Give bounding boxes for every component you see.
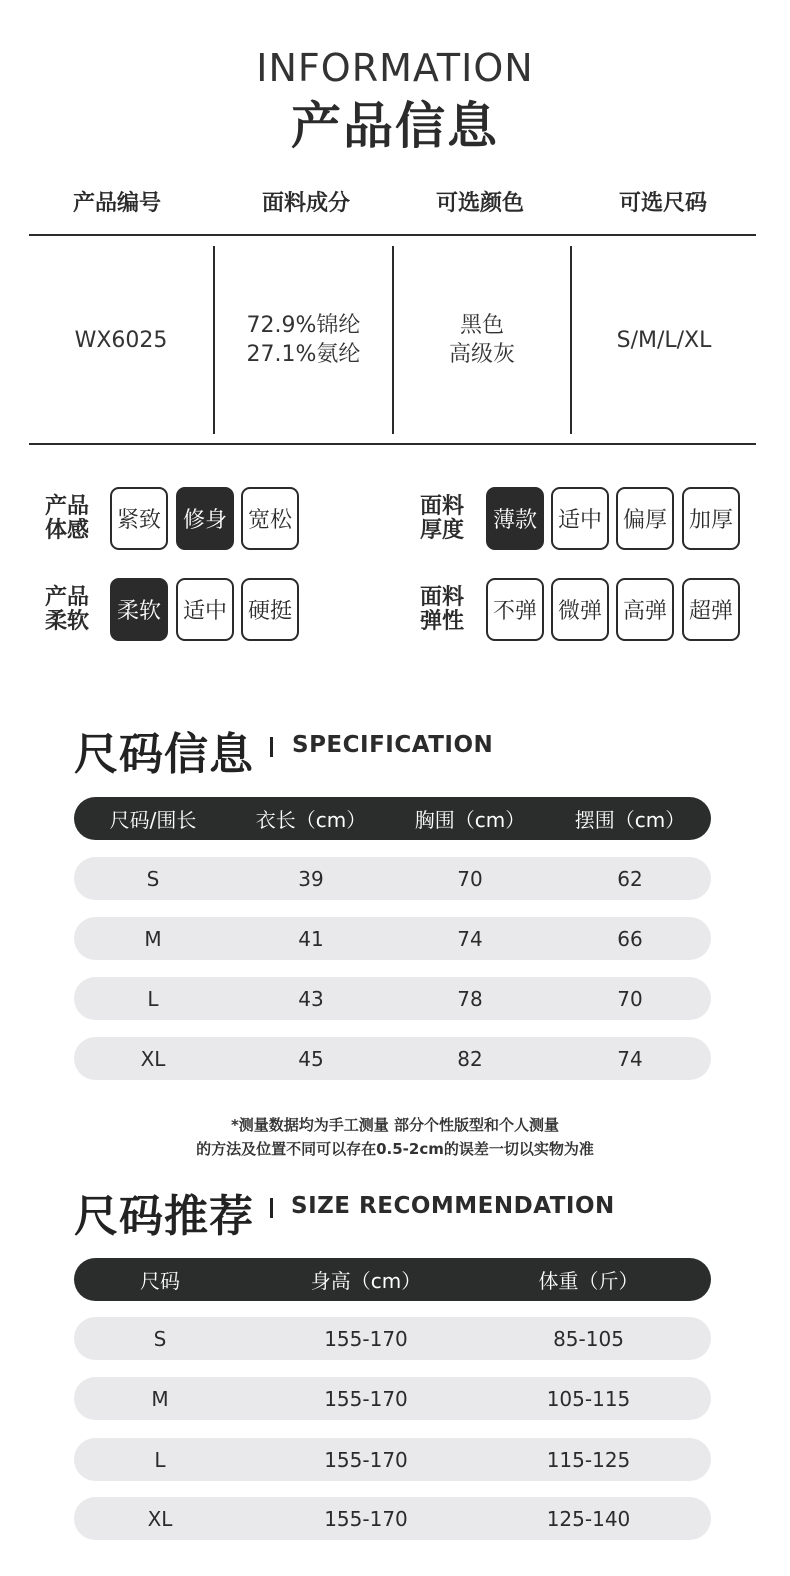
spec-cell: M xyxy=(144,926,162,951)
spec-cell: 41 xyxy=(298,926,324,951)
title-chinese: 产品信息 xyxy=(291,97,499,155)
recommend-cell: 155-170 xyxy=(324,1386,408,1411)
attr-label-elasticity xyxy=(412,586,472,634)
attr-label-thickness xyxy=(412,495,472,543)
spec-cell: 66 xyxy=(617,926,643,951)
recommend-cell: 115-125 xyxy=(546,1447,631,1472)
info-colors xyxy=(394,246,570,434)
spec-table-header xyxy=(74,797,711,840)
spec-cell: S xyxy=(146,866,160,891)
table-row xyxy=(74,1317,711,1360)
spec-cell: 74 xyxy=(617,1046,643,1071)
recommend-header-cell: 尺码 xyxy=(140,1269,180,1293)
recommend-cell: S xyxy=(153,1326,167,1351)
info-fabric xyxy=(215,246,392,434)
measurement-note-line: 的方法及位置不同可以存在0.5-2cm的误差一切以实物为准 xyxy=(196,1140,594,1158)
tag-elasticity-super: 超弹 xyxy=(682,578,740,641)
attr-label-softness xyxy=(37,586,97,634)
recommend-table-header xyxy=(74,1258,711,1301)
tag-elasticity-none: 不弹 xyxy=(486,578,544,641)
tag-thickness-thickish: 偏厚 xyxy=(616,487,674,550)
spec-cell: 70 xyxy=(617,986,643,1011)
spec-cell: 82 xyxy=(457,1046,483,1071)
info-header-sizes: 可选尺码 xyxy=(618,191,707,216)
color-option: 高级灰 xyxy=(448,342,515,367)
info-bottom-divider xyxy=(29,443,756,445)
fabric-line: 72.9%锦纶 xyxy=(246,313,361,338)
tag-thickness-thin-selected: 薄款 xyxy=(486,487,544,550)
spec-header-cell: 胸围（cm） xyxy=(414,808,526,832)
recommend-cell: 125-140 xyxy=(546,1506,631,1531)
info-header-colors: 可选颜色 xyxy=(435,191,524,216)
tag-elasticity-slight: 微弹 xyxy=(551,578,609,641)
tag-softness-soft-selected: 柔软 xyxy=(110,578,168,641)
spec-cell: 43 xyxy=(298,986,324,1011)
tag-softness-stiff: 硬挺 xyxy=(241,578,299,641)
fabric-line: 27.1%氨纶 xyxy=(246,342,361,367)
spec-title-separator xyxy=(270,737,273,757)
spec-header-cell: 衣长（cm） xyxy=(255,808,367,832)
spec-section-subtitle: SPECIFICATION xyxy=(292,732,494,758)
info-header-fabric: 面料成分 xyxy=(261,191,350,216)
recommend-section-title: 尺码推荐 xyxy=(74,1191,254,1242)
table-row xyxy=(74,977,711,1020)
recommend-title-separator xyxy=(270,1198,273,1218)
attr-label-feel xyxy=(37,495,97,543)
attr-label-line: 面料 xyxy=(419,585,464,610)
spec-cell: 78 xyxy=(457,986,483,1011)
tag-thickness-thick: 加厚 xyxy=(682,487,740,550)
attr-label-line: 厚度 xyxy=(419,518,464,543)
spec-section-title: 尺码信息 xyxy=(74,729,254,780)
spec-cell: 45 xyxy=(298,1046,324,1071)
spec-cell: 39 xyxy=(298,866,324,891)
info-top-divider xyxy=(29,234,756,236)
tag-softness-medium: 适中 xyxy=(176,578,234,641)
product-code-value: WX6025 xyxy=(74,327,168,353)
recommend-section-subtitle: SIZE RECOMMENDATION xyxy=(291,1193,615,1219)
tag-feel-loose: 宽松 xyxy=(241,487,299,550)
recommend-cell: 105-115 xyxy=(546,1386,631,1411)
spec-cell: L xyxy=(147,986,159,1011)
tag-elasticity-high: 高弹 xyxy=(616,578,674,641)
recommend-cell: 155-170 xyxy=(324,1447,408,1472)
attr-label-line: 产品 xyxy=(44,585,89,610)
recommend-cell: 85-105 xyxy=(553,1326,624,1351)
tag-feel-tight: 紧致 xyxy=(110,487,168,550)
attr-label-line: 面料 xyxy=(419,494,464,519)
spec-cell: 70 xyxy=(457,866,483,891)
info-product-code xyxy=(29,246,213,434)
table-row xyxy=(74,917,711,960)
tag-thickness-medium: 适中 xyxy=(551,487,609,550)
recommend-cell: L xyxy=(154,1447,166,1472)
spec-cell: 62 xyxy=(617,866,643,891)
tag-feel-slim-selected: 修身 xyxy=(176,487,234,550)
attr-label-line: 柔软 xyxy=(44,609,89,634)
table-row xyxy=(74,857,711,900)
spec-cell: 74 xyxy=(457,926,483,951)
recommend-cell: 155-170 xyxy=(324,1506,408,1531)
color-option: 黑色 xyxy=(459,313,504,338)
info-sizes xyxy=(572,246,756,434)
sizes-value: S/M/L/XL xyxy=(616,327,712,353)
spec-header-cell: 尺码/围长 xyxy=(109,808,197,832)
info-header-code: 产品编号 xyxy=(72,191,161,216)
recommend-cell: 155-170 xyxy=(324,1326,408,1351)
title-english: INFORMATION xyxy=(256,46,534,90)
spec-header-cell: 摆围（cm） xyxy=(574,808,686,832)
table-row xyxy=(74,1037,711,1080)
recommend-cell: XL xyxy=(147,1506,173,1531)
table-row xyxy=(74,1438,711,1481)
table-row xyxy=(74,1497,711,1540)
attr-label-line: 体感 xyxy=(44,518,89,543)
table-row xyxy=(74,1377,711,1420)
spec-cell: XL xyxy=(140,1046,166,1071)
attr-label-line: 产品 xyxy=(44,494,89,519)
recommend-cell: M xyxy=(151,1386,169,1411)
measurement-note-line: *测量数据均为手工测量 部分个性版型和个人测量 xyxy=(230,1116,560,1134)
recommend-header-cell: 身高（cm） xyxy=(310,1269,422,1293)
recommend-header-cell: 体重（斤） xyxy=(538,1269,639,1293)
attr-label-line: 弹性 xyxy=(419,609,464,634)
